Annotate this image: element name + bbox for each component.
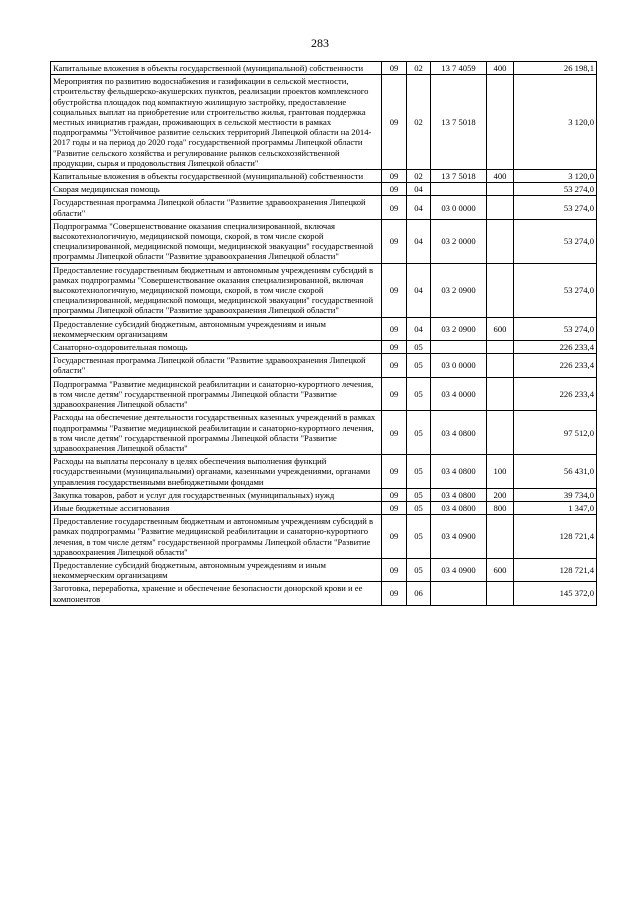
row-subsection-cell: 05: [407, 501, 431, 514]
table-row: [51, 558, 597, 581]
row-name-cell: Скорая медицинская помощь: [51, 183, 382, 196]
row-subsection-cell: 05: [407, 455, 431, 489]
row-amount-cell: 3 120,0: [514, 170, 597, 183]
row-target-code-cell: 03 0 0000: [431, 196, 487, 219]
row-subsection-cell: 05: [407, 515, 431, 559]
row-name-cell: Иные бюджетные ассигнования: [51, 501, 382, 514]
row-expense-type-cell: [487, 411, 514, 455]
row-name-cell: Предоставление государственным бюджетным и автономным учреждениям субсидий в рамках подпрограммы "Совершенствование оказания специализированной, включая высокотехнологичную, медицинской помощи, скорой, в том числе скорой специализированной, медицинской помощи, медицинской эвакуации" государственной программы Липецкой области "Развитие здравоохранения Липецкой области": [51, 263, 382, 317]
row-target-code-cell: [431, 341, 487, 354]
row-amount-cell: 3 120,0: [514, 75, 597, 170]
row-name-cell: Расходы на обеспечение деятельности государственных казенных учреждений в рамках подпрограммы "Развитие медицинской реабилитации и санаторно-курортного лечения, в том числе детям" государственной программы Липецкой области "Развитие здравоохранения Липецкой области": [51, 411, 382, 455]
row-amount-cell: 53 274,0: [514, 219, 597, 263]
row-section-cell: 09: [382, 75, 407, 170]
row-name-cell: Расходы на выплаты персоналу в целях обеспечения выполнения функций государственными (муниципальными) органами, казенными учреждениями, органами управления государственными внебюджетными фондами: [51, 455, 382, 489]
row-subsection-cell: 06: [407, 582, 431, 605]
table-row: [51, 75, 597, 170]
row-target-code-cell: 03 4 0800: [431, 488, 487, 501]
row-name-cell: Капитальные вложения в объекты государственной (муниципальной) собственности: [51, 170, 382, 183]
row-expense-type-cell: [487, 377, 514, 411]
row-target-code-cell: 03 4 0800: [431, 501, 487, 514]
row-section-cell: 09: [382, 62, 407, 75]
row-amount-cell: 128 721,4: [514, 515, 597, 559]
row-expense-type-cell: [487, 263, 514, 317]
row-amount-cell: 226 233,4: [514, 354, 597, 377]
row-expense-type-cell: [487, 75, 514, 170]
row-subsection-cell: 05: [407, 354, 431, 377]
row-expense-type-cell: 400: [487, 62, 514, 75]
row-subsection-cell: 04: [407, 183, 431, 196]
row-amount-cell: 53 274,0: [514, 196, 597, 219]
row-amount-cell: 145 372,0: [514, 582, 597, 605]
table-row: [51, 341, 597, 354]
row-expense-type-cell: [487, 219, 514, 263]
row-section-cell: 09: [382, 411, 407, 455]
row-subsection-cell: 04: [407, 196, 431, 219]
row-amount-cell: 26 198,1: [514, 62, 597, 75]
row-name-cell: Закупка товаров, работ и услуг для государственных (муниципальных) нужд: [51, 488, 382, 501]
row-name-cell: Мероприятия по развитию водоснабжения и газификации в сельской местности, строительству фельдшерско-акушерских пунктов, реализации проектов комплексного обустройства площадок под компактную жилищную застройку, предоставление социальных выплат на приобретение или строительство жилья, грантовая поддержка местных инициатив граждан, проживающих в сельской местности в рамках подпрограммы "Устойчивое развитие сельских территорий Липецкой области на 2014-2017 годы и на период до 2020 года" государственной программы Липецкой области "Развитие сельского хозяйства и регулирование рынков сельскохозяйственной продукции, сырья и продовольствия Липецкой области": [51, 75, 382, 170]
row-expense-type-cell: 600: [487, 317, 514, 340]
row-target-code-cell: 03 4 0800: [431, 455, 487, 489]
row-amount-cell: 226 233,4: [514, 341, 597, 354]
page-number: 283: [311, 36, 329, 50]
row-amount-cell: 53 274,0: [514, 317, 597, 340]
row-expense-type-cell: 100: [487, 455, 514, 489]
row-section-cell: 09: [382, 488, 407, 501]
table-row: [51, 455, 597, 489]
row-amount-cell: 226 233,4: [514, 377, 597, 411]
row-target-code-cell: 03 0 0000: [431, 354, 487, 377]
row-section-cell: 09: [382, 501, 407, 514]
row-subsection-cell: 04: [407, 263, 431, 317]
row-expense-type-cell: [487, 341, 514, 354]
row-section-cell: 09: [382, 558, 407, 581]
table-row: [51, 219, 597, 263]
table-row: [51, 196, 597, 219]
row-section-cell: 09: [382, 341, 407, 354]
table-row: [51, 62, 597, 75]
row-expense-type-cell: [487, 196, 514, 219]
row-expense-type-cell: [487, 183, 514, 196]
table-row: [51, 411, 597, 455]
row-name-cell: Подпрограмма "Развитие медицинской реабилитации и санаторно-курортного лечения, в том числе детям" государственной программы Липецкой области "Развитие здравоохранения Липецкой области": [51, 377, 382, 411]
row-name-cell: Санаторно-оздоровительная помощь: [51, 341, 382, 354]
row-section-cell: 09: [382, 455, 407, 489]
row-name-cell: Капитальные вложения в объекты государственной (муниципальной) собственности: [51, 62, 382, 75]
row-name-cell: Предоставление субсидий бюджетным, автономным учреждениям и иным некоммерческим организациям: [51, 558, 382, 581]
table-row: [51, 582, 597, 605]
table-row: [51, 317, 597, 340]
row-expense-type-cell: [487, 582, 514, 605]
row-subsection-cell: 05: [407, 558, 431, 581]
row-amount-cell: 128 721,4: [514, 558, 597, 581]
table-row: [51, 515, 597, 559]
row-section-cell: 09: [382, 377, 407, 411]
table-row: [51, 183, 597, 196]
row-amount-cell: 39 734,0: [514, 488, 597, 501]
row-name-cell: Государственная программа Липецкой области "Развитие здравоохранения Липецкой области": [51, 354, 382, 377]
row-name-cell: Подпрограмма "Совершенствование оказания специализированной, включая высокотехнологичную, медицинской помощи, скорой, в том числе скорой специализированной, медицинской помощи, медицинской эвакуации" государственной программы Липецкой области "Развитие здравоохранения Липецкой области": [51, 219, 382, 263]
row-section-cell: 09: [382, 317, 407, 340]
row-amount-cell: 56 431,0: [514, 455, 597, 489]
row-target-code-cell: 03 2 0900: [431, 263, 487, 317]
row-expense-type-cell: [487, 354, 514, 377]
row-section-cell: 09: [382, 582, 407, 605]
row-subsection-cell: 02: [407, 170, 431, 183]
row-section-cell: 09: [382, 263, 407, 317]
table-row: [51, 354, 597, 377]
table-row: [51, 501, 597, 514]
row-target-code-cell: 03 2 0000: [431, 219, 487, 263]
row-section-cell: 09: [382, 196, 407, 219]
row-expense-type-cell: [487, 515, 514, 559]
row-section-cell: 09: [382, 183, 407, 196]
table-row: [51, 170, 597, 183]
row-target-code-cell: 03 4 0800: [431, 411, 487, 455]
budget-table: [50, 61, 597, 606]
row-subsection-cell: 05: [407, 411, 431, 455]
row-section-cell: 09: [382, 219, 407, 263]
row-expense-type-cell: 400: [487, 170, 514, 183]
row-target-code-cell: 13 7 4059: [431, 62, 487, 75]
row-subsection-cell: 02: [407, 62, 431, 75]
row-subsection-cell: 05: [407, 488, 431, 501]
row-expense-type-cell: 800: [487, 501, 514, 514]
budget-table-body: [51, 62, 597, 606]
row-subsection-cell: 02: [407, 75, 431, 170]
row-target-code-cell: 03 4 0000: [431, 377, 487, 411]
table-row: [51, 377, 597, 411]
row-section-cell: 09: [382, 170, 407, 183]
table-row: [51, 263, 597, 317]
row-name-cell: Предоставление государственным бюджетным и автономным учреждениям субсидий в рамках подпрограммы "Развитие медицинской реабилитации и санаторно-курортного лечения, в том числе детям" государственной программы Липецкой области "Развитие здравоохранения Липецкой области": [51, 515, 382, 559]
row-name-cell: Заготовка, переработка, хранение и обеспечение безопасности донорской крови и ее компонентов: [51, 582, 382, 605]
row-target-code-cell: 03 2 0900: [431, 317, 487, 340]
row-subsection-cell: 04: [407, 317, 431, 340]
row-target-code-cell: 13 7 5018: [431, 75, 487, 170]
row-subsection-cell: 04: [407, 219, 431, 263]
row-amount-cell: 53 274,0: [514, 263, 597, 317]
row-expense-type-cell: 600: [487, 558, 514, 581]
row-subsection-cell: 05: [407, 341, 431, 354]
row-target-code-cell: [431, 582, 487, 605]
row-expense-type-cell: 200: [487, 488, 514, 501]
row-amount-cell: 97 512,0: [514, 411, 597, 455]
row-target-code-cell: 13 7 5018: [431, 170, 487, 183]
row-target-code-cell: 03 4 0900: [431, 558, 487, 581]
row-section-cell: 09: [382, 354, 407, 377]
row-subsection-cell: 05: [407, 377, 431, 411]
row-name-cell: Предоставление субсидий бюджетным, автономным учреждениям и иным некоммерческим организациям: [51, 317, 382, 340]
row-section-cell: 09: [382, 515, 407, 559]
table-row: [51, 488, 597, 501]
row-amount-cell: 53 274,0: [514, 183, 597, 196]
row-name-cell: Государственная программа Липецкой области "Развитие здравоохранения Липецкой области": [51, 196, 382, 219]
row-amount-cell: 1 347,0: [514, 501, 597, 514]
row-target-code-cell: 03 4 0900: [431, 515, 487, 559]
row-target-code-cell: [431, 183, 487, 196]
